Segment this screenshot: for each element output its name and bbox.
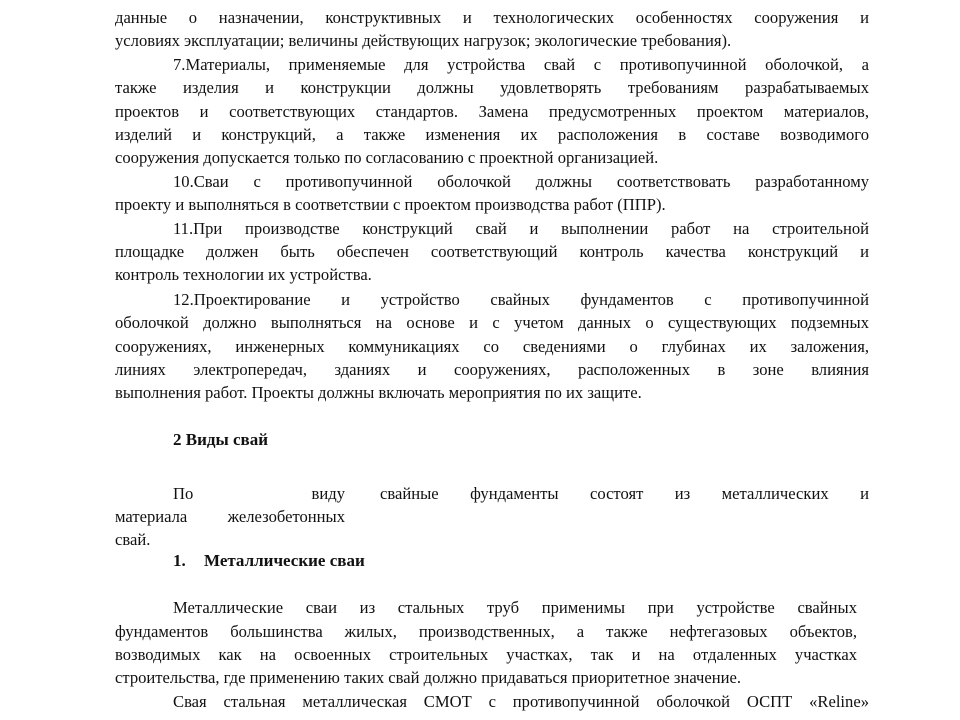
section-heading: 2 Виды свай	[173, 430, 269, 449]
text-line: возводимых как на освоенных строительных участках, так и на отдаленных участках	[115, 645, 857, 664]
text-line: сооружения допускается только по согласованию с проектной организацией.	[115, 148, 659, 167]
text-line: изделий и конструкций, а также изменения их расположения в составе возводимого	[115, 125, 869, 144]
subsection-number: 1.	[173, 551, 186, 570]
text-line: 7.Материалы, применяемые для устройства свай с противопучинной оболочкой, а	[173, 55, 869, 74]
text-line: 12.Проектирование и устройство свайных фундаментов с противопучинной	[173, 290, 869, 309]
text-fragment: По виду	[173, 484, 345, 503]
text-line: также изделия и конструкции должны удовлетворять требованиям разрабатываемых	[115, 78, 869, 97]
text-line: Свая стальная металлическая СМОТ с противопучинной оболочкой ОСПТ «Reline»	[173, 692, 869, 711]
text-line: площадке должен быть обеспечен соответствующий контроль качества конструкций и	[115, 242, 869, 261]
text-fragment: свайные фундаменты состоят из металлических и	[380, 484, 869, 503]
text-line: оболочкой должно выполняться на основе и с учетом данных о существующих подземных	[115, 313, 869, 332]
text-line: 10.Сваи с противопучинной оболочкой должны соответствовать разработанному	[173, 172, 869, 191]
text-line: условиях эксплуатации; величины действующих нагрузок; экологические требования).	[115, 31, 732, 50]
text-line: фундаментов большинства жилых, производственных, а также нефтегазовых объектов,	[115, 622, 857, 641]
text-line: проекту и выполняться в соответствии с проектом производства работ (ППР).	[115, 195, 666, 214]
text-line: контроль технологии их устройства.	[115, 265, 372, 284]
text-line: строительства, где применению таких свай должно придаваться приоритетное значение.	[115, 668, 742, 687]
text-line: выполнения работ. Проекты должны включать мероприятия по их защите.	[115, 383, 642, 402]
text-fragment: материала железобетонных	[115, 507, 345, 526]
text-fragment: свай.	[115, 530, 151, 549]
subsection-heading: Металлические сваи	[204, 551, 365, 570]
text-line: данные о назначении, конструктивных и технологических особенностях сооружения и	[115, 8, 869, 27]
text-line: линиях электропередач, зданиях и сооружениях, расположенных в зоне влияния	[115, 360, 869, 379]
text-line: проектов и соответствующих стандартов. Замена предусмотренных проектом материалов,	[115, 102, 869, 121]
text-line: Металлические сваи из стальных труб применимы при устройстве свайных	[173, 598, 857, 617]
text-line: 11.При производстве конструкций свай и выполнении работ на строительной	[173, 219, 869, 238]
text-line: сооружениях, инженерных коммуникациях со сведениями о глубинах их заложения,	[115, 337, 869, 356]
